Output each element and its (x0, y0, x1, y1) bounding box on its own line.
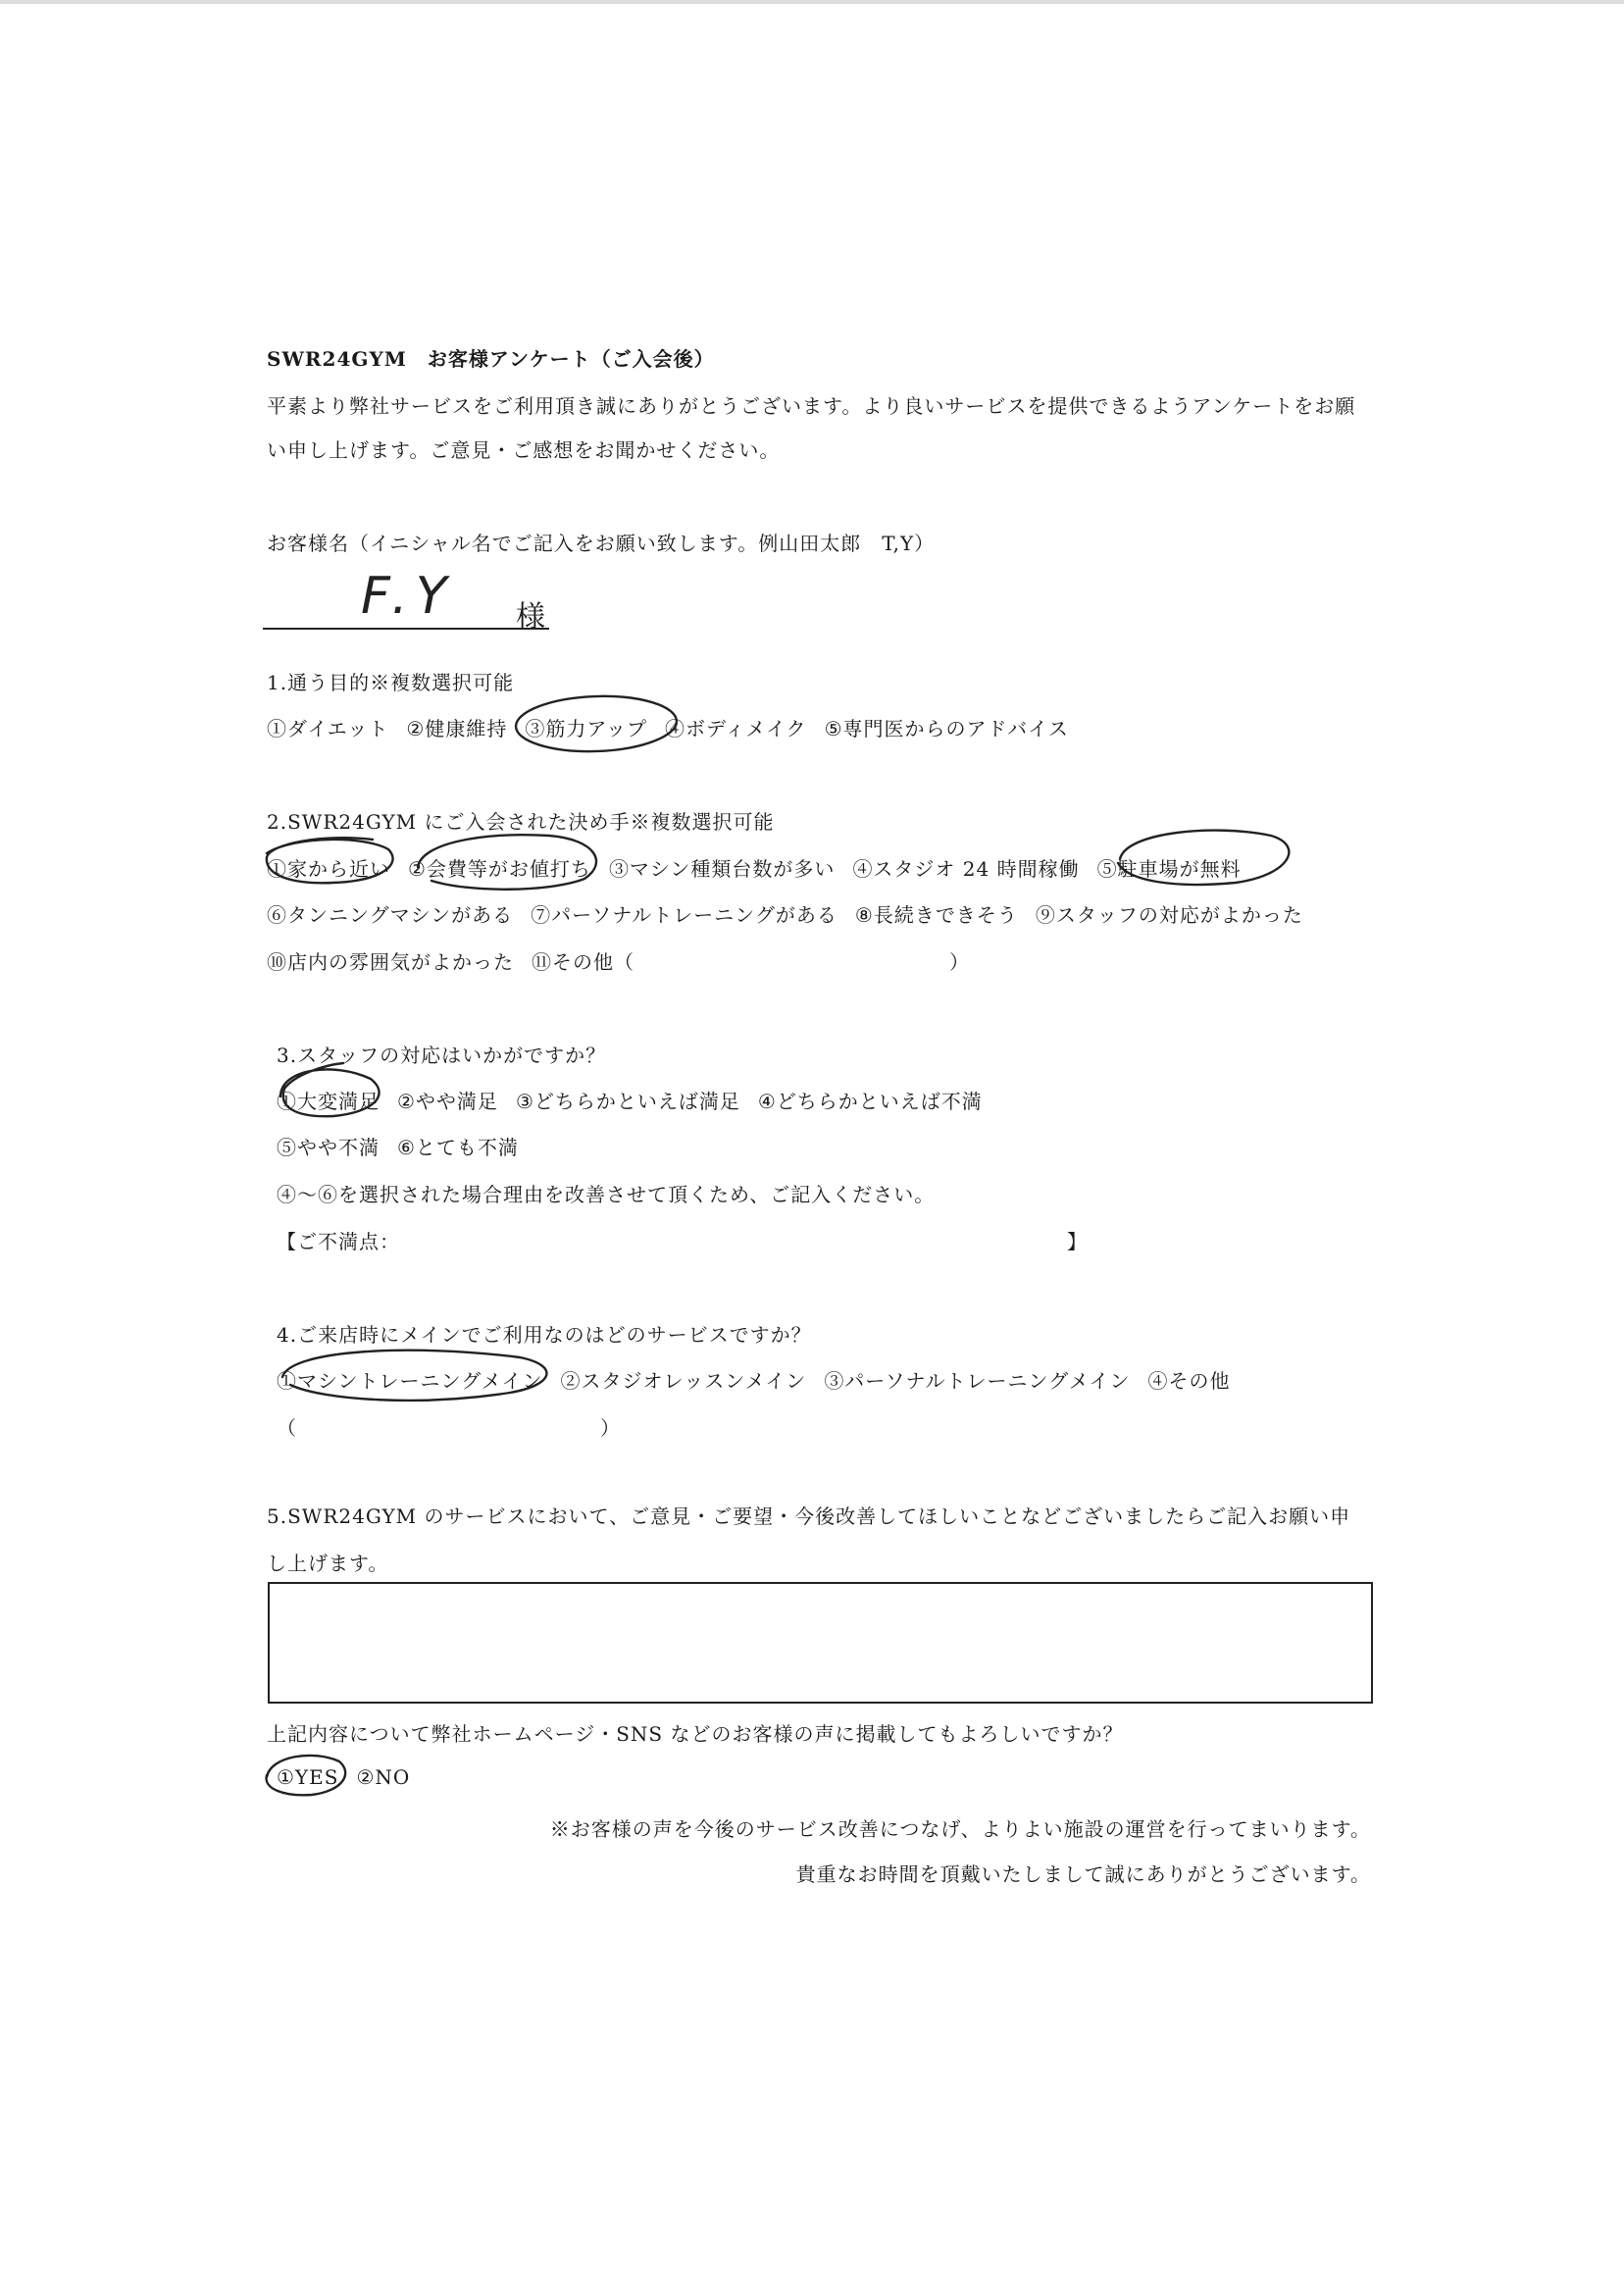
scan-edge (0, 0, 1624, 4)
q2-option-7[interactable]: ⑦パーソナルトレーニングがある (531, 903, 837, 927)
q2-row-1 (267, 853, 1259, 882)
q2-option-6[interactable]: ⑥タンニングマシンがある (267, 903, 514, 927)
consent-options (277, 1765, 428, 1789)
q1-option-3[interactable]: ③筋力アップ (525, 717, 647, 740)
q1-option-4[interactable]: ④ボディメイク (664, 717, 807, 740)
q4-option-1[interactable]: ①マシントレーニングメイン (277, 1369, 543, 1393)
q5-label-line-1: 5.SWR24GYM のサービスにおいて、ご意見・ご要望・今後改善してほしいことなどございましたらご記入お願い申 (267, 1504, 1351, 1528)
q1-options (267, 713, 1087, 741)
q4-options (277, 1365, 1248, 1394)
customer-name-handwritten[interactable]: F.Y (361, 567, 455, 626)
q3-row-2 (277, 1132, 536, 1160)
intro-line-2: い申し上げます。ご意見・ご感想をお聞かせください。 (267, 438, 781, 462)
q2-option-10[interactable]: ⑩店内の雰囲気がよかった (267, 950, 514, 974)
q1-option-1[interactable]: ①ダイエット (267, 717, 389, 740)
q1-label: 1.通う目的※複数選択可能 (267, 671, 515, 694)
q2-row-2 (267, 899, 1321, 928)
name-underline (263, 628, 549, 630)
q3-complaint-open: 【ご不満点： (277, 1230, 400, 1253)
q3-option-2[interactable]: ②やや満足 (397, 1090, 498, 1113)
q5-comment-box[interactable] (268, 1582, 1373, 1704)
q4-label: 4.ご来店時にメインでご利用なのはどのサービスですか？ (277, 1323, 812, 1347)
q2-label: 2.SWR24GYM にご入会された決め手※複数選択可能 (267, 810, 775, 834)
consent-question: 上記内容について弊社ホームページ・SNS などのお客様の声に掲載してもよろしいですか？ (267, 1722, 1124, 1746)
intro-line-1: 平素より弊社サービスをご利用頂き誠にありがとうございます。より良いサービスを提供できるようアンケートをお願 (267, 394, 1356, 418)
q2-option-8[interactable]: ⑧長続きできそう (854, 903, 1018, 927)
q2-option-4[interactable]: ④スタジオ 24 時間稼働 (852, 857, 1080, 881)
q3-row-1 (277, 1086, 1000, 1114)
consent-yes[interactable]: ①YES (277, 1765, 339, 1789)
q3-option-4[interactable]: ④どちらかといえば不満 (757, 1090, 983, 1113)
q4-other-close: ） (600, 1416, 621, 1440)
q2-option-3[interactable]: ③マシン種類台数が多い (608, 857, 836, 881)
q3-option-6[interactable]: ⑥とても不満 (397, 1136, 519, 1159)
q2-option-9[interactable]: ⑨スタッフの対応がよかった (1035, 903, 1303, 927)
q3-option-3[interactable]: ③どちらかといえば満足 (515, 1090, 740, 1113)
footer-line-1: ※お客様の声を今後のサービス改善につなげ、よりよい施設の運営を行ってまいります。 (549, 1817, 1371, 1841)
q2-option-1[interactable]: ①家から近い (267, 857, 390, 881)
q2-option-11[interactable]: ⑪その他（ (532, 950, 634, 974)
q1-option-5[interactable]: ⑤専門医からのアドバイス (824, 717, 1069, 740)
q3-note: ④～⑥を選択された場合理由を改善させて頂くため、ご記入ください。 (277, 1183, 936, 1206)
q2-option-5[interactable]: ⑤駐車場が無料 (1096, 857, 1242, 881)
q3-option-5[interactable]: ⑤やや不満 (277, 1136, 380, 1159)
q3-option-1[interactable]: ①大変満足 (277, 1090, 380, 1113)
q2-row-3 (267, 946, 634, 975)
footer-line-2: 貴重なお時間を頂戴いたしまして誠にありがとうございます。 (795, 1862, 1371, 1886)
q1-option-2[interactable]: ②健康維持 (406, 717, 508, 740)
customer-name-label: お客様名（イニシャル名でご記入をお願い致します。例山田太郎 T,Y） (267, 532, 936, 555)
q2-other-close: ） (949, 950, 970, 974)
page-title: SWR24GYM お客様アンケート（ご入会後） (267, 347, 715, 371)
q3-label: 3.スタッフの対応はいかがですか？ (277, 1044, 607, 1067)
q2-option-2[interactable]: ②会費等がお値打ち (408, 857, 591, 881)
consent-no[interactable]: ②NO (356, 1765, 411, 1789)
q3-complaint-close: 】 (1067, 1230, 1088, 1253)
q4-other-open: （ (277, 1416, 297, 1440)
customer-honorific: 様 (516, 600, 546, 635)
q4-option-4[interactable]: ④その他 (1147, 1369, 1231, 1393)
q4-option-3[interactable]: ③パーソナルトレーニングメイン (824, 1369, 1131, 1393)
q5-label-line-2: し上げます。 (267, 1552, 389, 1575)
q4-option-2[interactable]: ②スタジオレッスンメイン (560, 1369, 807, 1393)
